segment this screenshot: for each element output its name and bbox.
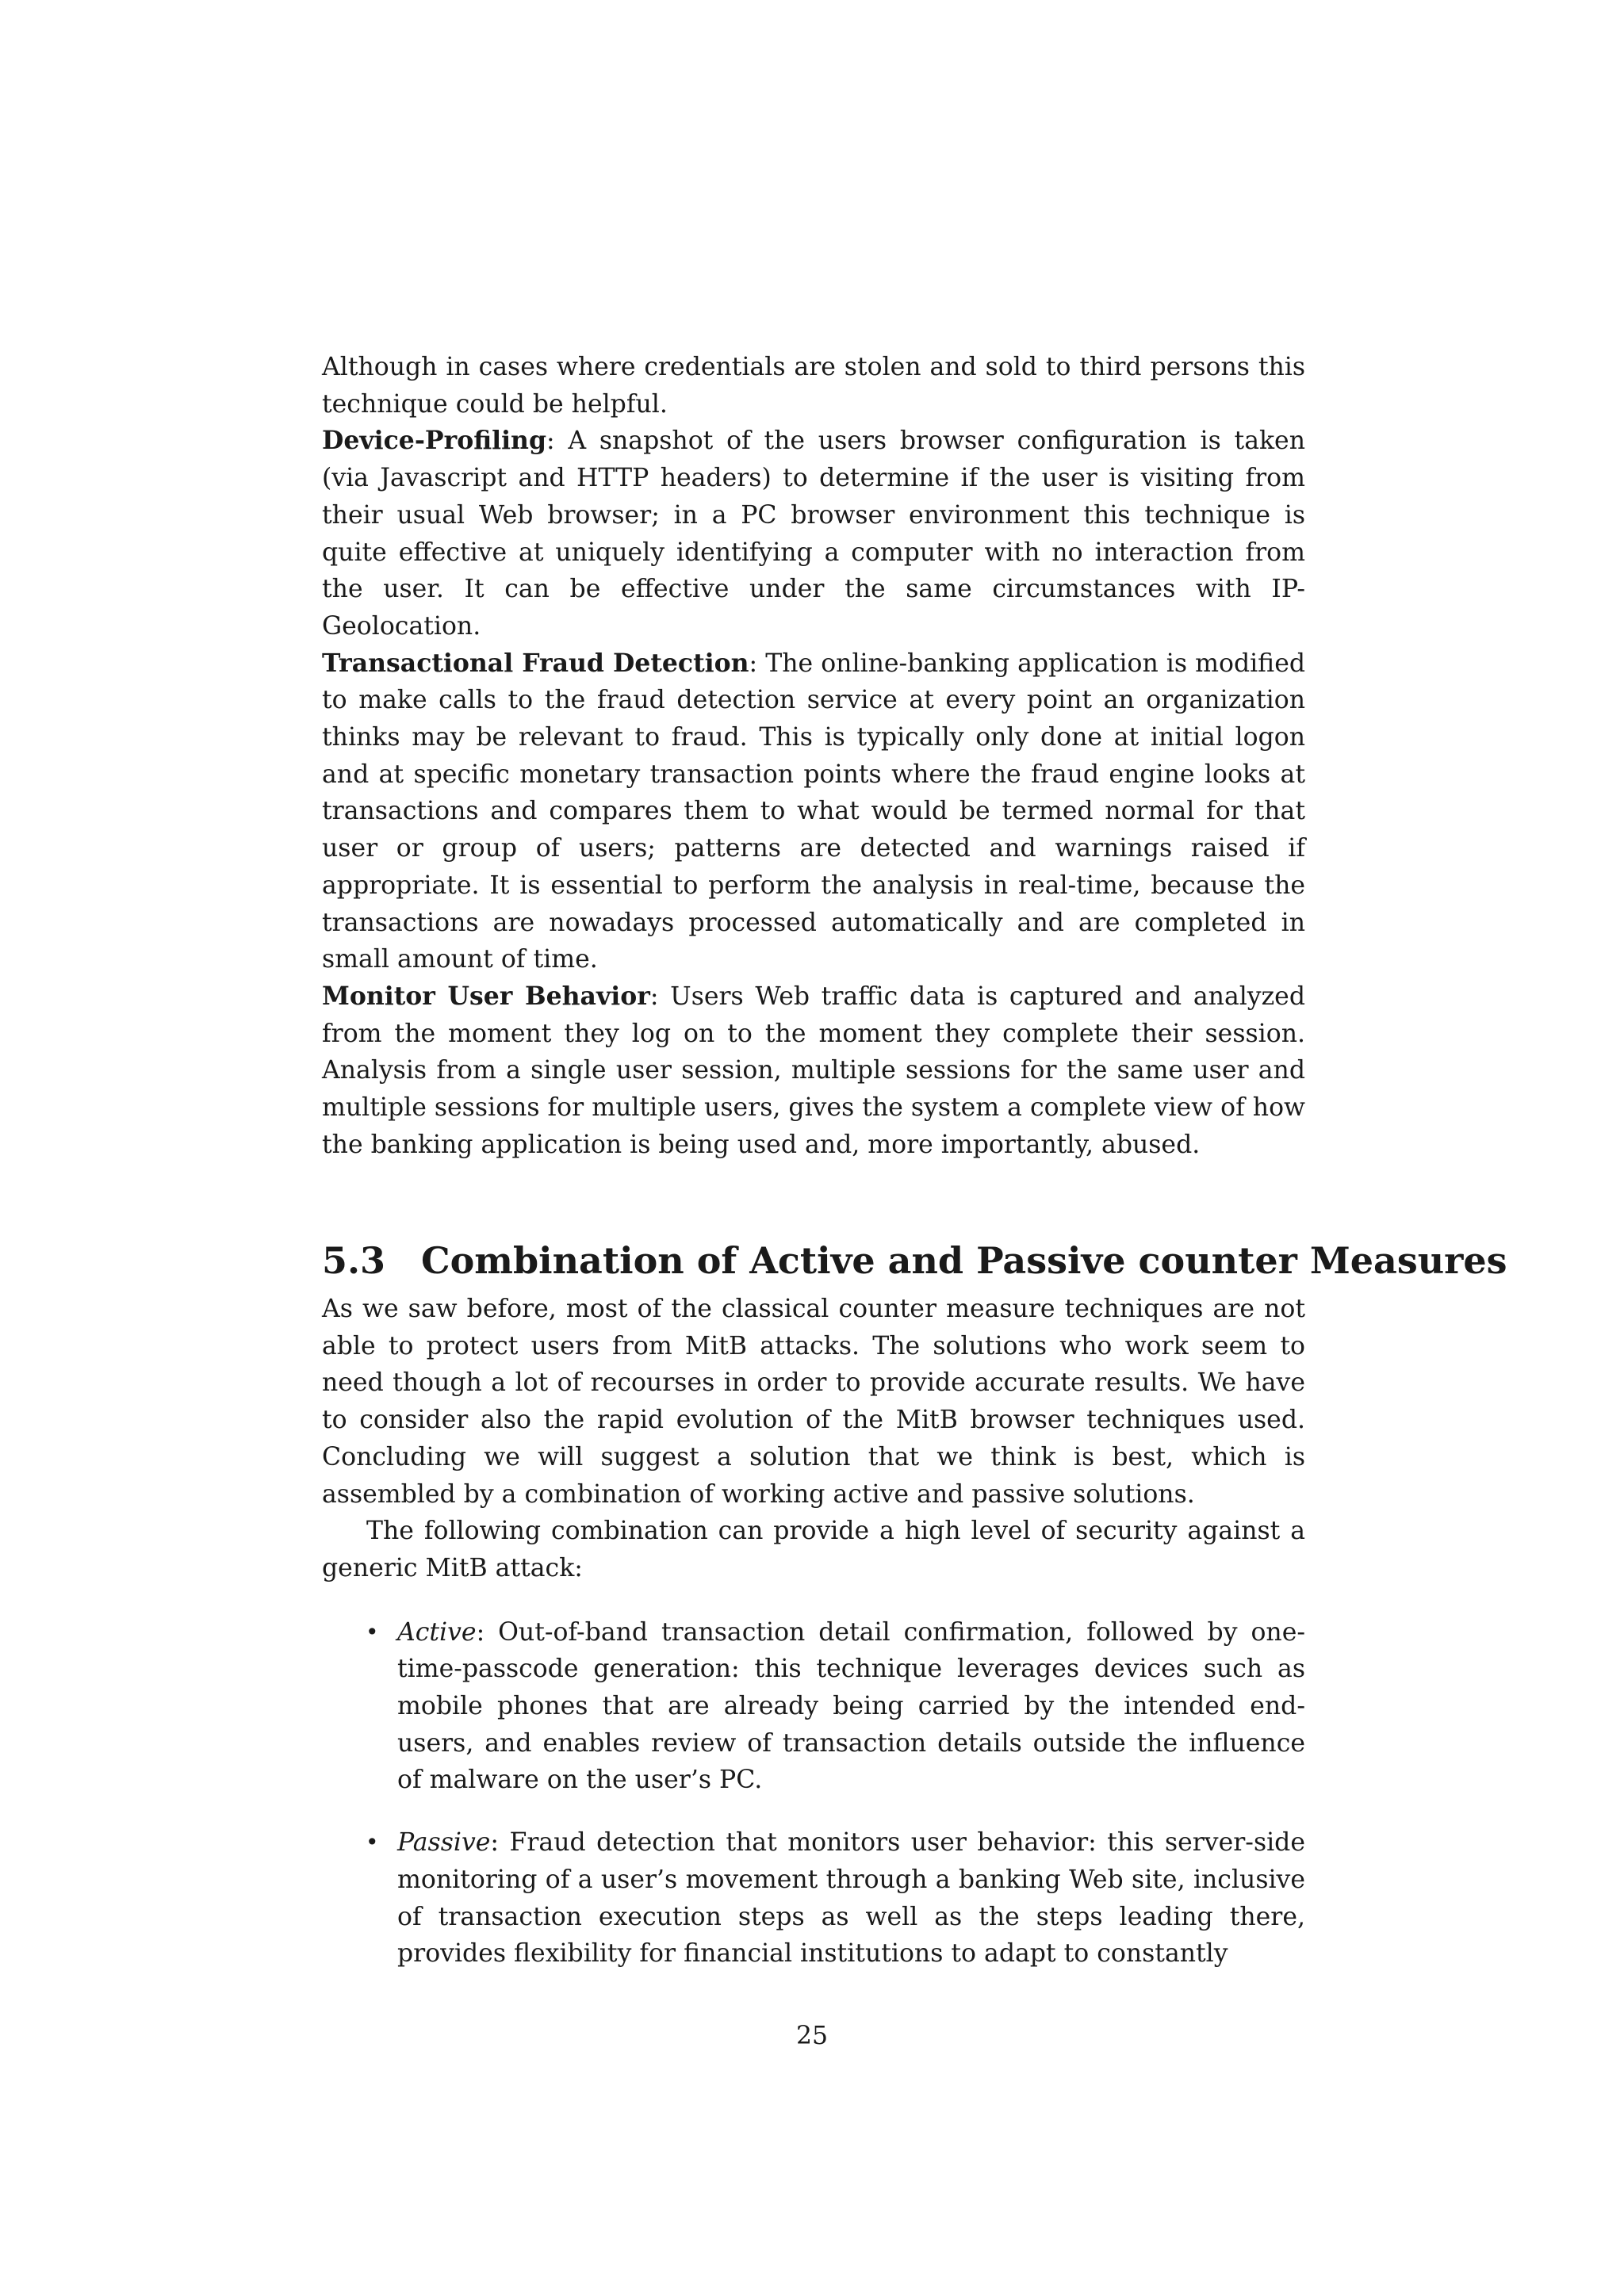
bullet-text: : Fraud detection that monitors user behavior: this server-side monitoring of a user’s movement through a banking Web site, inclusive of transaction execution steps as well as the steps leading there, provides flexibility for financial institutions to adapt to constantly — [397, 1828, 1305, 1969]
upper-text-block — [322, 349, 1305, 1163]
section-paragraph: As we saw before, most of the classical counter measure techniques are not able to protect users from MitB attacks. The solutions who work seem to need though a lot of recourses in order to provide accurate results. We have to consider also the rapid evolution of the MitB browser techniques used. Concluding we will suggest a solution that we think is best, which is assembled by a combination of working active and passive solutions. — [322, 1295, 1305, 1509]
definition-device-profiling — [322, 423, 1305, 645]
intro-paragraph: Although in cases where credentials are stolen and sold to third persons this technique could be helpful. — [322, 353, 1305, 419]
section-heading — [322, 1237, 1507, 1284]
section-number: 5.3 — [322, 1239, 386, 1283]
bullet-icon: • — [366, 1829, 379, 1856]
definition-term: Monitor User Behavior — [322, 981, 650, 1011]
definition-transactional-fraud-detection — [322, 645, 1305, 978]
definition-text: : A snapshot of the users browser configuration is taken (via Javascript and HTTP headers) to determine if the user is visiting from their usual Web browser; in a PC browser environment this technique is quite effective at uniquely identifying a computer with no interaction from the user. It can be effective under the same circumstances with IP-Geolocation. — [322, 427, 1305, 641]
definition-monitor-user-behavior — [322, 978, 1305, 1164]
definition-term: Transactional Fraud Detection — [322, 648, 749, 678]
bullet-term: Active — [397, 1617, 477, 1647]
section-title: Combination of Active and Passive counter Measures — [421, 1239, 1507, 1283]
definition-text: : The online-banking application is modified to make calls to the fraud detection service at every point an organization thinks may be relevant to fraud. This is typically only done at initial logon and at specific monetary transaction points where the fraud engine looks at transactions and compares them to what would be termed normal for that user or group of users; patterns are detected and warnings raised if appropriate. It is essential to perform the analysis in real-time, because the transactions are nowadays processed automatically and are completed in small amount of time. — [322, 649, 1305, 974]
list-item-passive — [322, 1824, 1305, 1973]
definition-term: Device-Profiling — [322, 426, 546, 456]
definition-text: : Users Web traffic data is captured and analyzed from the moment they log on to the moment they complete their session. Analysis from a single user session, multiple sessions for the same user and multiple sessions for multiple users, gives the system a complete view of how the banking application is being used and, more importantly, abused. — [322, 982, 1305, 1159]
section-body — [322, 1291, 1305, 1998]
bullet-icon: • — [366, 1618, 379, 1645]
bullet-text: : Out-of-band transaction detail confirmation, followed by one-time-passcode generation: this technique leverages devices such as mobile phones that are already being carried by the intended end-users, and enables review of transaction details outside the influence of malware on the user’s PC. — [397, 1617, 1305, 1795]
countermeasure-list — [322, 1614, 1305, 1973]
page-number: 25 — [795, 2022, 829, 2050]
section-paragraph: The following combination can provide a high level of security against a generic MitB attack: — [322, 1517, 1305, 1582]
list-item-active — [322, 1614, 1305, 1800]
bullet-term: Passive — [397, 1828, 491, 1858]
